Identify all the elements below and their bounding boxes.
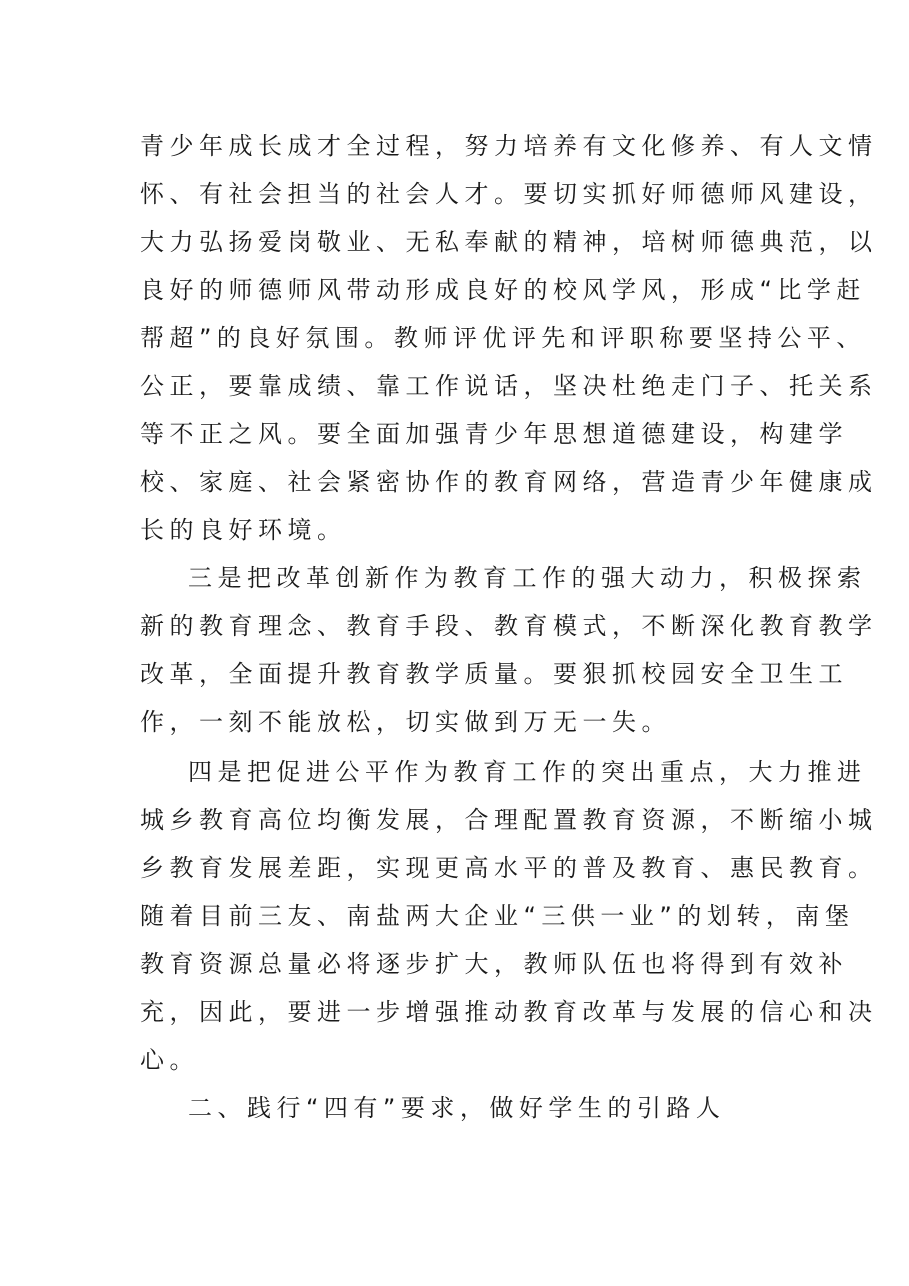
text-line: 青少年成长成才全过程，努力培养有文化修养、有人文情 (140, 132, 878, 160)
text-line: 怀、有社会担当的社会人才。要切实抓好师德师风建设， (140, 180, 878, 208)
text-line: 新的教育理念、教育手段、教育模式，不断深化教育教学 (140, 612, 878, 640)
text-line: 四是把促进公平作为教育工作的突出重点，大力推进 (188, 758, 867, 786)
text-line: 校、家庭、社会紧密协作的教育网络，营造青少年健康成 (140, 468, 878, 496)
text-line: 教育资源总量必将逐步扩大，教师队伍也将得到有效补 (140, 950, 848, 978)
text-line: 良好的师德师风带动形成良好的校风学风，形成“比学赶 (140, 276, 866, 304)
text-line: 等不正之风。要全面加强青少年思想道德建设，构建学 (140, 420, 848, 448)
text-line: 改革，全面提升教育教学质量。要狠抓校园安全卫生工 (140, 660, 848, 688)
text-line: 作，一刻不能放松，切实做到万无一失。 (140, 708, 671, 736)
heading-text: 二、践行“四有”要求，做好学生的引路人 (188, 1094, 726, 1122)
text-line: 充，因此，要进一步增强推动教育改革与发展的信心和决 (140, 998, 878, 1026)
text-line: 随着目前三友、南盐两大企业“三供一业”的划转，南堡 (140, 902, 855, 930)
text-line: 心。 (140, 1046, 199, 1074)
text-line: 长的良好环境。 (140, 516, 347, 544)
text-line: 大力弘扬爱岗敬业、无私奉献的精神，培树师德典范，以 (140, 228, 878, 256)
text-line: 城乡教育高位均衡发展，合理配置教育资源，不断缩小城 (140, 806, 878, 834)
text-line: 公正，要靠成绩、靠工作说话，坚决杜绝走门子、托关系 (140, 372, 878, 400)
text-line: 乡教育发展差距，实现更高水平的普及教育、惠民教育。 (140, 854, 878, 882)
text-line: 三是把改革创新作为教育工作的强大动力，积极探索 (188, 564, 867, 592)
text-line: 帮超”的良好氛围。教师评优评先和评职称要坚持公平、 (140, 324, 866, 352)
